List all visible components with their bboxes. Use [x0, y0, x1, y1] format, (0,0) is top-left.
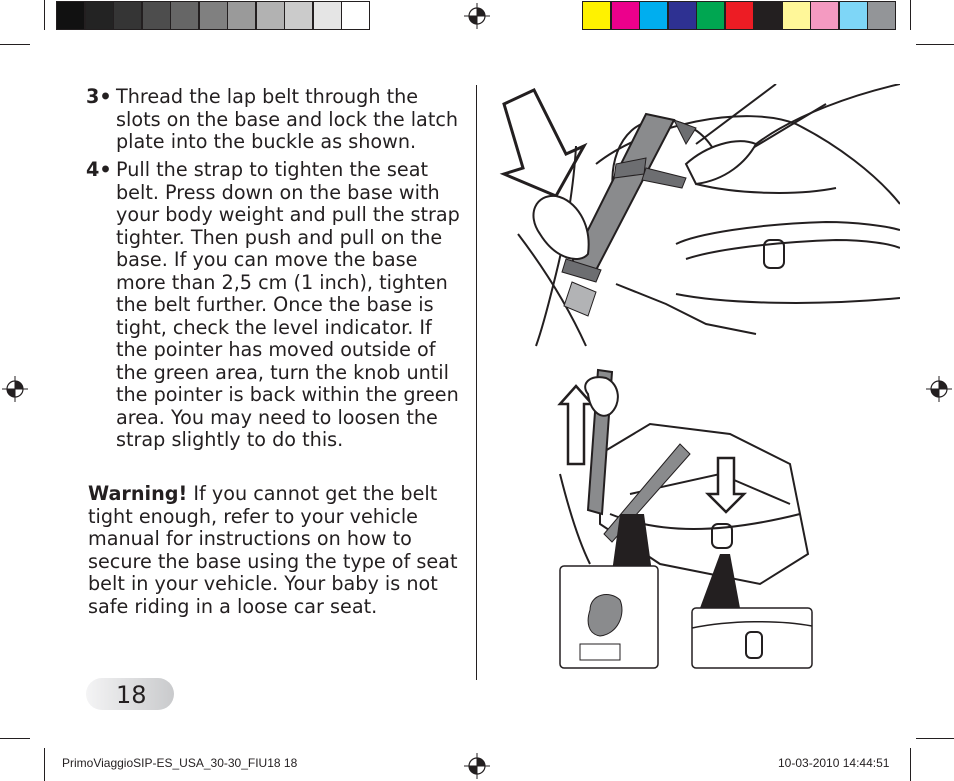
step-text: Pull the strap to tighten the seat belt. Press down on the base with your body weight and pull the strap tighter. Then push and pull on the base. If you can move the base more than 2,5 cm (1 inch), tighten the belt further. Once the base is tight, check the level indicator. If the pointer has moved outside of the green area, turn the knob until the pointer is back within the green area. You may need to loosen the strap slightly to do this.	[116, 158, 460, 451]
color-swatch	[227, 1, 256, 30]
color-swatch	[85, 1, 114, 30]
crop-mark	[910, 748, 911, 781]
step-text: Thread the lap belt through the slots on the base and lock the latch plate into the buckle as shown.	[116, 85, 459, 153]
step-number: 4•	[86, 158, 112, 181]
footer-slug: PrimoViaggioSIP-ES_USA_30-30_FIU18 18	[62, 756, 298, 770]
color-swatch	[810, 1, 839, 30]
instruction-step-3	[86, 86, 466, 154]
color-swatch	[199, 1, 228, 30]
down-arrow-icon	[708, 458, 744, 512]
footer-timestamp: 10-03-2010 14:44:51	[778, 756, 890, 770]
color-swatch	[170, 1, 199, 30]
color-swatch	[582, 1, 611, 30]
registration-mark-icon	[2, 376, 28, 402]
registration-mark-icon	[464, 3, 490, 29]
color-swatch	[142, 1, 171, 30]
color-swatch	[341, 1, 370, 30]
warning-text: If you cannot get the belt tight enough, refer to your vehicle manual for instructions on how to secure the base using the type of seat belt in your vehicle. Your baby is not safe riding in a loose car seat.	[88, 482, 458, 618]
color-swatch	[284, 1, 313, 30]
color-swatch	[668, 1, 697, 30]
color-swatch	[56, 1, 85, 30]
crop-mark	[44, 748, 45, 781]
crop-mark	[916, 738, 954, 739]
warning-paragraph	[88, 483, 458, 618]
color-swatch	[313, 1, 342, 30]
down-arrow-icon	[504, 90, 584, 196]
color-swatch	[639, 1, 668, 30]
registration-mark-icon	[464, 753, 490, 779]
color-swatch	[782, 1, 811, 30]
crop-mark	[910, 0, 911, 30]
crop-mark	[0, 44, 30, 45]
up-arrow-icon	[560, 386, 592, 464]
color-swatch	[725, 1, 754, 30]
step-number: 3•	[86, 85, 112, 108]
belt-threading-illustration	[496, 84, 900, 354]
column-divider	[476, 85, 477, 680]
color-swatch	[113, 1, 142, 30]
color-swatch	[867, 1, 896, 30]
crop-mark	[44, 0, 45, 30]
color-swatch	[753, 1, 782, 30]
crop-mark	[916, 44, 954, 45]
color-swatch	[256, 1, 285, 30]
registration-mark-icon	[926, 376, 952, 402]
crop-mark	[0, 738, 30, 739]
page-number: 18	[116, 681, 147, 709]
base-tightening-illustration	[540, 364, 814, 670]
warning-label: Warning!	[88, 482, 188, 505]
color-swatch	[611, 1, 640, 30]
color-swatch	[839, 1, 868, 30]
color-swatch	[696, 1, 725, 30]
instruction-step-4	[86, 159, 466, 452]
